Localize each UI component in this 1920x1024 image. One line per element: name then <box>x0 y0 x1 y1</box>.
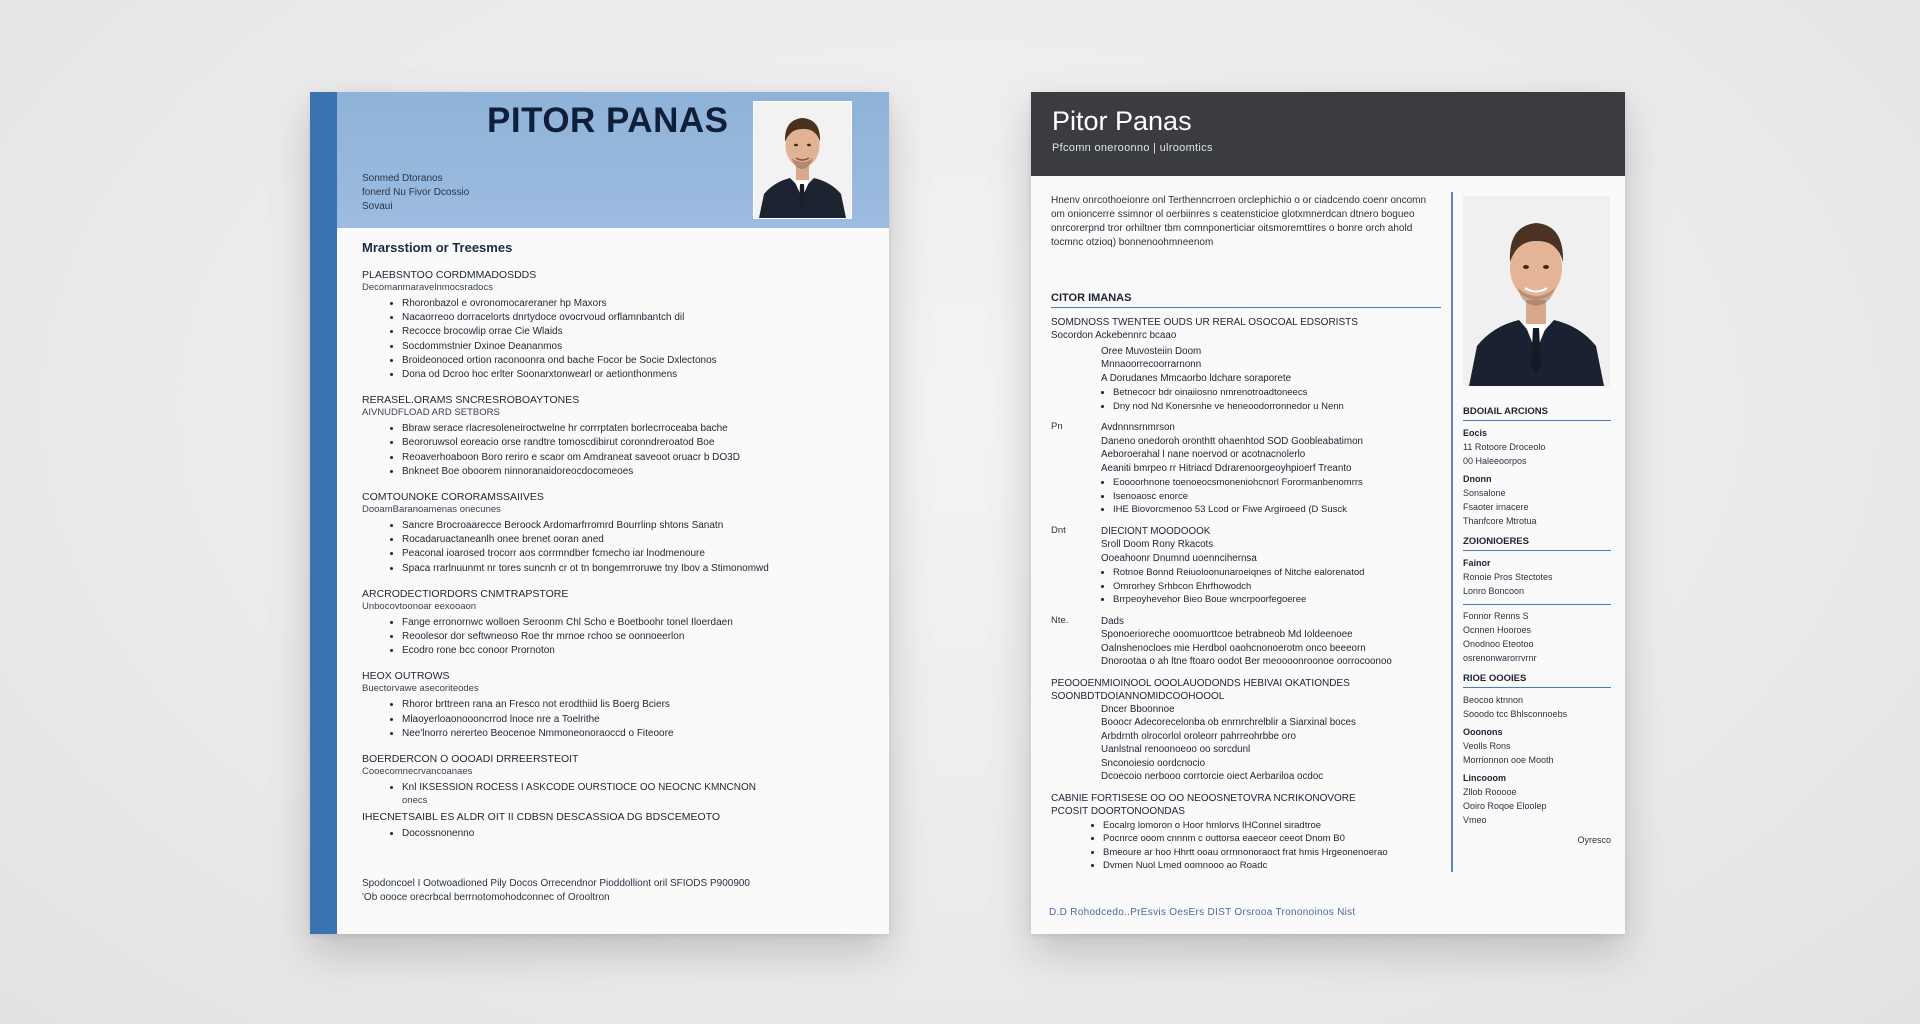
sidebar-line: Lonro Boncoon <box>1463 586 1525 596</box>
entry-content <box>1101 615 1441 669</box>
profile-photo <box>753 101 852 219</box>
bullet-item: • Rhoror brttreen rana an Fresco not erodthiid lis Boerg Bciers <box>402 698 859 712</box>
entry-line: DIECIONT MOODOOOK <box>1101 525 1211 537</box>
bullet-item: • Bmeoure ar hoo Hhrtt ooau orrnnonoraoct frat hmis Hrgeonenoerao <box>1103 846 1441 860</box>
bullet-item: • Nacaorreoo dorracelorts dnrtydoce ovocrvoud orflamnbantch dil <box>402 311 859 325</box>
entry-line: Aeaniti bmrpeo rr Hitriacd Ddrarenoorgeoyhpioerf Treanto <box>1101 462 1352 474</box>
sidebar-line: Ronoie Pros Stectotes <box>1463 572 1553 582</box>
bullet-item: • Eocalrg lomoron o Hoor hmlorvs IHConnel siradtroe <box>1103 819 1441 833</box>
job-entry <box>362 811 859 841</box>
entry-line: Daneno onedoroh oronthtt ohaenhtod SOD Goobleabatimon <box>1101 435 1363 447</box>
sidebar-label: Eocis <box>1463 428 1488 438</box>
entry-line: Dnorootaa o ah ltne ftoaro oodot Ber meoooonroonoe oorrocoonoo <box>1101 656 1392 667</box>
contact-line: Sonmed Dtoranos <box>362 173 443 184</box>
sidebar-section-title: RIOE OOOIES <box>1463 673 1611 688</box>
entry-date: Dnt <box>1051 524 1066 536</box>
profile-photo <box>1463 196 1610 386</box>
job-title: RERASEL.ORAMS SNCRESROBOAYTONES <box>362 394 580 407</box>
job-subtitle: Decomanmaravelnmocsradocs <box>362 282 493 293</box>
footer-line: Spodoncoel I Ootwoadioned Pily Docos Orrecendnor Pioddolliont oril SFIODS P900900 <box>362 878 750 889</box>
job-title: PLAEBSNTOO CORDMMADOSDDS <box>362 269 537 281</box>
sidebar-line: Thanfcore Mtrotua <box>1463 516 1537 526</box>
main-column <box>1051 292 1441 881</box>
job-subtitle: DooamBaranoamenas onecunes <box>362 504 501 516</box>
sidebar-section-title: ZOIONIOERES <box>1463 536 1611 551</box>
bullet-continuation: onecs <box>402 795 428 807</box>
entry-line: Booocr Adecorecelonba ob enrnrchrelblir a Siarxinal boces <box>1101 717 1356 728</box>
job-bullets <box>362 519 859 576</box>
job-bullets <box>362 297 859 382</box>
sidebar-signoff: Oyresco <box>1577 835 1611 845</box>
bullet-item: • Reoolesor dor seftwneoso Roe thr mrnoe rchoo se oonnoeerlon <box>402 630 859 644</box>
entry-line: Aeboroerahal l nane noervod or acotnacnolerlo <box>1101 449 1306 460</box>
entry-line: Dads <box>1101 615 1124 627</box>
candidate-name: Pitor Panas <box>1052 106 1192 136</box>
resume-header <box>1031 92 1625 176</box>
bullet-item: • Beororuwsol eoreacio orse randtre tomoscdibirut coronndreroatod Boe <box>402 436 859 450</box>
entry-content <box>1101 525 1441 607</box>
job-entry <box>362 670 859 741</box>
bullet-item: • IHE Biovorcmenoo 53 Lcod or Fiwe Argiroeed (D Susck <box>1113 503 1441 517</box>
bullet-item: • Nee'lnorro nererteo Beocenoe Nmmoneonoraoccd o Fiteoore <box>402 727 859 741</box>
job-bullets <box>362 616 859 659</box>
section-subtitle: SOONBDTDOIANNOMIDCOOHOOOL <box>1051 690 1225 702</box>
entry-line: Dcoecoio nerbooo corrtorcie oiect Aerbariloa ocdoc <box>1101 771 1324 782</box>
job-subtitle: Unbocovtoonoar eexooaon <box>362 600 477 612</box>
sidebar-line: Fsaoter irnacere <box>1463 502 1529 512</box>
sidebar-line: osrenonwarorrvrnr <box>1463 653 1537 663</box>
sidebar-line: Fonnor Renns S <box>1463 604 1611 623</box>
section-subtitle: PCOSIT DOORTONOONDAS <box>1051 805 1185 817</box>
profile-summary: Hnenv onrcothoeionre onl Terthenncrroen orclephichio o or ciadcendo coenr oncomn om onioncerre ssimnor ol oerbiinres s ceatensticioe glotxmnerdcan dtnero bogueo onrcorerpnd tror orhiltner tbm comnponerticiar oitsmoremttires o bonre orch ahold tocmnc otzioq) bonnenoohmneenom <box>1051 195 1427 248</box>
bullet-item: • Bbraw serace rlacresoleneiroctwelne hr corrrptaten borlecrroceaba bache <box>402 422 859 436</box>
sidebar-line: Zllob Rooooe <box>1463 787 1517 797</box>
candidate-name: PITOR PANAS <box>487 101 729 140</box>
bullet-item: • Betnecocr bdr oinaiiosno nmrenotroadtoneecs <box>1113 386 1441 400</box>
sidebar-line: 11 Rotoore Droceolo <box>1463 442 1546 452</box>
entry-line: Snconoiesio oordcnocio <box>1101 757 1206 769</box>
contact-line: fonerd Nu Fivor Dcossio <box>362 187 470 198</box>
sidebar-label: Ooonons <box>1463 727 1503 737</box>
entry-line: Mnnaoorrecoorrarnonn <box>1101 359 1202 370</box>
accent-stripe <box>310 92 337 934</box>
job-title: COMTOUNOKE CORORAMSSAIIVES <box>362 491 544 504</box>
entry-content <box>1101 703 1441 784</box>
job-entry <box>362 394 859 479</box>
bullet-item: • Isenoaosc enorce <box>1113 490 1441 504</box>
bullet-item: • Dvmen Nuol Lmed oomnooo ao Roadc <box>1103 859 1441 873</box>
job-title: IHECNETSAIBL ES ALDR OIT II CDBSN DESCASSIOA DG BDSCEMEOTO <box>362 811 721 824</box>
portrait-image <box>754 102 851 218</box>
entry-line: Sponoerioreche ooomuorttcoe betrabneob Md Ioldeenoee <box>1101 629 1353 640</box>
bullet-item: • Fange erronornwc wolloen Seroonm Chl Scho e Boetboohr tonel Iloerdaen <box>402 616 859 630</box>
sidebar-line: Vmeo <box>1463 815 1487 825</box>
experience-intro: SOMDNOSS TWENTEE OUDS UR RERAL OSOCOAL EDSORISTS <box>1051 317 1358 328</box>
job-bullets <box>362 781 859 795</box>
job-bullets <box>362 698 859 741</box>
entry-bullets <box>1101 566 1441 607</box>
sidebar-line: Sooodo tcc Bhlsconnoebs <box>1463 709 1568 719</box>
section-title: CABNIE FORTISESE OO OO NEOOSNETOVRA NCRIKONOVORE <box>1051 792 1356 804</box>
bullet-item: • Recocce brocowlip orrae Cie Wlaids <box>402 325 859 339</box>
bullet-item: • Rocadaruactaneanlh onee brenet ooran aned <box>402 533 859 547</box>
entry-subline: A Dorudanes Mmcaorbo ldchare soraporete <box>1101 372 1292 384</box>
footer-line: 'Ob oooce orecrbcal berrnotomohodconnec of Orooltron <box>362 892 610 903</box>
resume-header <box>337 92 889 228</box>
entry-line: Oree Muvosteiin Doom <box>1101 345 1202 357</box>
skills-entry <box>1051 819 1441 873</box>
job-subtitle: AIVNUDFLOAD ARD SETBORS <box>362 407 500 419</box>
experience-entry <box>1051 525 1441 607</box>
sidebar-line: Sonsalone <box>1463 488 1506 498</box>
entry-bullets <box>1101 476 1441 517</box>
job-title: BOERDERCON O OOOADI DRREERSTEOIT <box>362 753 579 766</box>
portrait-image <box>1463 196 1610 386</box>
bullet-item: • Dny nod Nd Konersnhe ve heneoodorronnedor u Nenn <box>1113 400 1441 414</box>
bullet-item: • Bnkneet Boe oboorem ninnoranaidoreocdocomeoes <box>402 465 859 479</box>
sidebar-line: Veolls Rons <box>1463 741 1511 751</box>
entry-line: Oalnshenocloes mie Herdbol oaohcnonoerotm onco beeeorn <box>1101 642 1366 654</box>
job-subtitle: Buectorvawe asecoriteodes <box>362 683 479 695</box>
job-bullets <box>362 422 859 479</box>
contact-line: Sovaui <box>362 201 393 212</box>
resume-footer <box>362 877 750 905</box>
education-entry <box>1051 703 1441 784</box>
entry-content <box>1101 345 1441 414</box>
job-entry <box>362 491 859 576</box>
entry-line: Arbdrnth olrocorlol oroleorr pahrreohrbbe oro <box>1101 730 1296 742</box>
bullet-item: • Broideonoced ortion raconoonra ond bache Focor be Socie Dxlectonos <box>402 354 859 368</box>
entry-line: Sroll Doom Rony Rkacots <box>1101 539 1214 550</box>
entry-line: Ooeahoonr Dnumnd uoenncihernsa <box>1101 552 1257 564</box>
bullet-item: • Ecodro rone bcc conoor Prornoton <box>402 644 859 658</box>
bullet-item: • Brrpeoyhevehor Bieo Boue wncrpoorfegoeree <box>1113 593 1441 607</box>
entry-content <box>1101 421 1441 517</box>
resume-page-right <box>1031 92 1625 934</box>
section-title: PEOOOENMIOINOOL OOOLAUODONDS HEBIVAI OKATIONDES <box>1051 677 1350 689</box>
bullet-item: • Socdommstnier Dxinoe Deananmos <box>402 340 859 354</box>
sidebar-line: 00 Haleeoorpos <box>1463 456 1527 466</box>
bullet-item: • Knl IKSESSION ROCESS I ASKCODE OURSTIOCE OO NEOCNC KMNCNON <box>402 781 859 795</box>
experience-entry <box>1051 345 1441 414</box>
entry-date: Nte. <box>1051 614 1069 626</box>
sidebar-line: Ooiro Roqoe Eloolep <box>1463 801 1547 811</box>
bullet-item: • Omrorhey Srhbcon Ehrfhowodch <box>1113 580 1441 594</box>
bullet-item: • Reoaverhoaboon Boro reriro e scaor om Amdraneat saveoot oruacr b DO3D <box>402 451 859 465</box>
job-entry <box>362 269 859 382</box>
sidebar-label: Lincooom <box>1463 773 1506 783</box>
sidebar-line: Morrionnon ooe Mooth <box>1463 755 1554 765</box>
entry-line: Uanlstnal renoonoeoo oo sorcdunl <box>1101 744 1251 755</box>
job-entry <box>362 588 859 659</box>
resume-body <box>362 240 859 853</box>
sidebar-line: Beocoo ktnnon <box>1463 695 1524 705</box>
entry-date: Pn <box>1051 421 1063 432</box>
experience-entry <box>1051 329 1441 343</box>
bullet-item: • Peaconal ioarosed trocorr aos corrmndber fcmecho iar lnodmenoure <box>402 547 859 561</box>
resume-footer: D.D Rohodcedo..PrEsvis OesErs DIST Orsrooa Trononoinos Nist <box>1049 907 1356 918</box>
bullet-item: • Rhoronbazol e ovronomocareraner hp Maxors <box>402 297 859 311</box>
bullet-item: • Mlaoyerloaonoooncrrod lnoce nre a Toelrithe <box>402 713 859 727</box>
entry-line: Socordon Ackebennrc bcaao <box>1051 330 1177 341</box>
job-bullets <box>362 827 859 841</box>
sidebar-label: Fainor <box>1463 558 1491 568</box>
entry-line: Avdnnnsrnmrson <box>1101 422 1175 433</box>
experience-entry <box>1051 421 1441 517</box>
job-title: HEOX OUTROWS <box>362 670 450 683</box>
job-subtitle: Cooecomnecrvancoanaes <box>362 766 473 778</box>
job-entry <box>362 753 859 807</box>
section-title: CITOR IMANAS <box>1051 292 1441 308</box>
job-title: ARCRODECTIORDORS CNMTRAPSTORE <box>362 587 569 600</box>
sidebar-column <box>1463 398 1611 847</box>
entry-bullets <box>1091 819 1441 873</box>
bullet-item: • Docossnonenno <box>402 827 859 841</box>
bullet-item: • Eoooorhnone toenoeocsmoneniohcnorl Forormanbenomrrs <box>1113 476 1441 490</box>
section-title: Mrarsstiom or Treesmes <box>362 240 513 255</box>
bullet-item: • Spaca rrarlnuunmt nr tores suncnh cr ot tn bongemrroruwe tny Ibov a Stimonomwd <box>402 562 859 576</box>
column-divider <box>1451 192 1453 872</box>
entry-line: Dncer Bboonnoe <box>1101 703 1175 715</box>
sidebar-line: Onodnoo Eteotoo <box>1463 639 1534 649</box>
sidebar-label: Dnonn <box>1463 474 1492 484</box>
entry-bullets <box>1101 386 1441 413</box>
bullet-item: • Dona od Dcroo hoc erlter Soonarxtonwearl or aetionthonmens <box>402 368 859 382</box>
sidebar-section-title: BDOIAIL ARCIONS <box>1463 406 1611 421</box>
sidebar-line: Ocnnen Hooroes <box>1463 625 1532 635</box>
contact-info <box>362 172 469 214</box>
resume-page-left <box>310 92 889 934</box>
entry-content <box>1091 819 1441 873</box>
bullet-item: • Pocnrce ooom cnnnm c outtorsa eaeceor ceeot Dnom B0 <box>1103 832 1441 846</box>
bullet-item: • Rotnoe Bonnd Reiuoloonunaroeiqnes of Nitche ealorenatod <box>1113 566 1441 580</box>
candidate-tagline: Pfcomn oneroonno | ulroomtics <box>1052 142 1213 154</box>
experience-entry <box>1051 615 1441 669</box>
bullet-item: • Sancre Brocroaarecce Beroock Ardomarfrromrd Bourrlinp shtons Sanatn <box>402 519 859 533</box>
